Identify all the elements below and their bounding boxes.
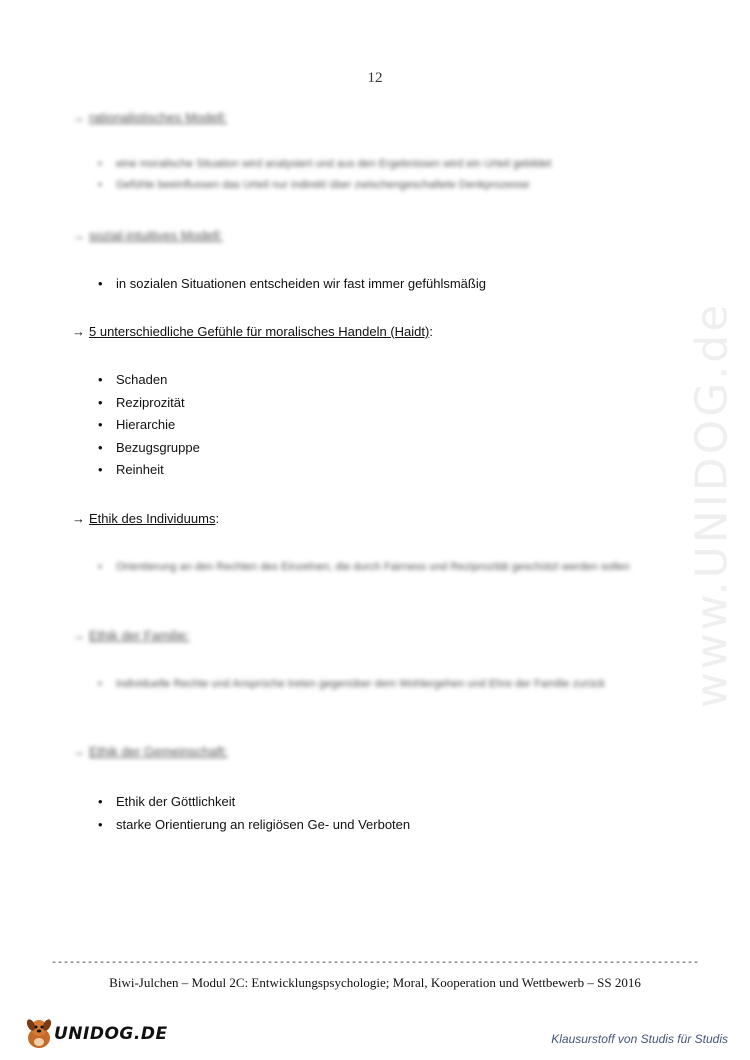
list-item: • Schaden bbox=[98, 369, 200, 392]
heading-text: sozial-intuitives Modell: bbox=[89, 228, 223, 243]
list-item: • Bezugsgruppe bbox=[98, 437, 200, 460]
heading-suffix: : bbox=[429, 324, 433, 339]
heading-text: Ethik der Familie: bbox=[89, 628, 190, 643]
list-item: • individuelle Rechte und Ansprüche treten gegenüber dem Wohlergehen und Ehre der Familie zurück bbox=[98, 674, 658, 695]
bullet-list bbox=[98, 273, 486, 296]
list-item: • Reinheit bbox=[98, 459, 200, 482]
list-item: • Gefühle beeinflussen das Urteil nur indirekt über zwischengeschaltete Denkprozesse bbox=[98, 175, 551, 196]
heading-text: rationalistisches Modell: bbox=[89, 110, 228, 125]
heading-text: Ethik der Gemeinschaft: bbox=[89, 744, 228, 759]
bullet-list bbox=[98, 674, 658, 695]
list-item: • Orientierung an den Rechten des Einzelnen, die durch Fairness und Reziprozität geschützt werden sollen bbox=[98, 557, 658, 578]
dog-icon bbox=[22, 1016, 56, 1052]
footer-text: Biwi-Julchen – Modul 2C: Entwicklungspsychologie; Moral, Kooperation und Wettbewerb – SS 2016 bbox=[109, 975, 641, 990]
logo-text: UNIDOG.DE bbox=[54, 1024, 168, 1044]
arrow-icon: → bbox=[72, 228, 85, 243]
section-heading-community-ethics bbox=[72, 744, 228, 759]
footer-divider: ------------------------------------------------------------------------------------------------------------ bbox=[50, 958, 700, 969]
list-item: • Ethik der Göttlichkeit bbox=[98, 791, 410, 814]
arrow-icon: → bbox=[72, 628, 85, 643]
heading-text: 5 unterschiedliche Gefühle für moralisches Handeln (Haidt) bbox=[89, 324, 430, 339]
bullet-list bbox=[98, 791, 410, 836]
list-item: • in sozialen Situationen entscheiden wir fast immer gefühlsmäßig bbox=[98, 273, 486, 296]
section-heading-individual-ethics bbox=[72, 511, 219, 526]
heading-text: Ethik des Individuums bbox=[89, 511, 216, 526]
section-heading-family-ethics bbox=[72, 628, 189, 643]
arrow-icon: → bbox=[72, 110, 85, 125]
section-heading-social-intuitive-model bbox=[72, 228, 223, 243]
arrow-icon: → bbox=[72, 511, 85, 526]
arrow-icon: → bbox=[72, 744, 85, 759]
list-item: • starke Orientierung an religiösen Ge- und Verboten bbox=[98, 814, 410, 837]
section-heading-five-feelings bbox=[72, 324, 433, 339]
page-number: 12 bbox=[367, 70, 383, 86]
unidog-logo[interactable] bbox=[22, 1016, 168, 1052]
arrow-icon: → bbox=[72, 324, 85, 339]
bullet-list bbox=[98, 369, 200, 482]
bullet-list bbox=[98, 557, 658, 578]
section-heading-rationalist-model bbox=[72, 110, 227, 125]
list-item: • Reziprozität bbox=[98, 392, 200, 415]
heading-suffix: : bbox=[215, 511, 220, 526]
list-item: • eine moralische Situation wird analysiert und aus den Ergebnissen wird ein Urteil gebildet bbox=[98, 154, 551, 175]
bullet-list bbox=[98, 154, 551, 196]
watermark-text: www.UNIDOG.de bbox=[686, 301, 738, 709]
footer-slogan: Klausurstoff von Studis für Studis bbox=[551, 1032, 728, 1046]
list-item: • Hierarchie bbox=[98, 414, 200, 437]
